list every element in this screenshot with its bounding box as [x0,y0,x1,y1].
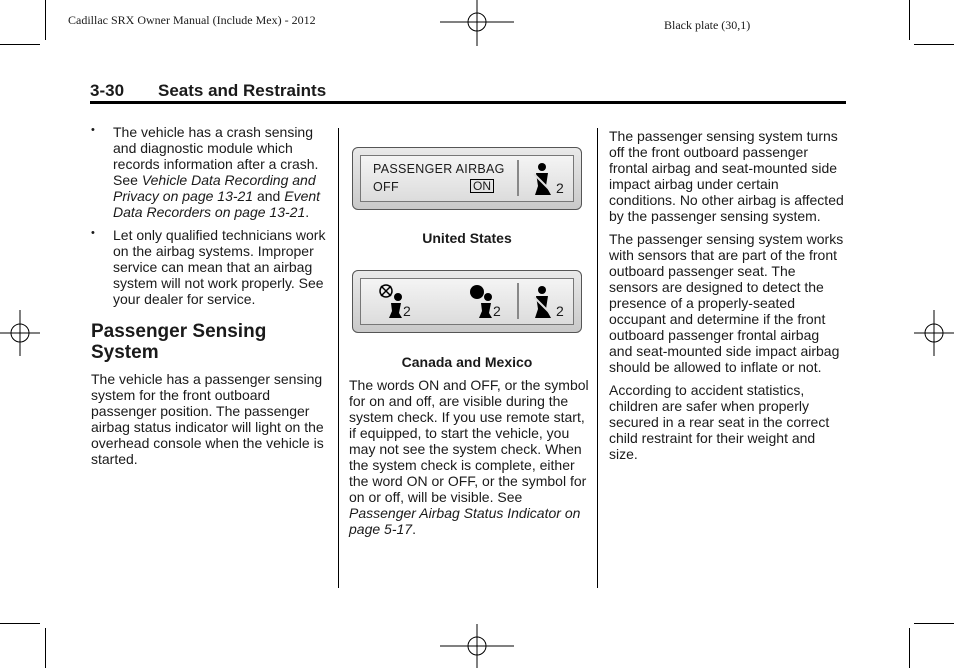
header-rule [90,101,846,104]
seat-number: 2 [493,303,502,319]
manual-title: Cadillac SRX Owner Manual (Include Mex) - 2012 [68,13,316,27]
bullet-text: Let only qualified technicians work on the airbag systems. Improper service can mean that an airbag system will not work properly. See your dealer for service. [113,227,326,307]
crop-mark [45,628,46,668]
body-paragraph: The passenger sensing system turns off the front outboard passenger frontal airbag and seat-mounted side impact airbag under certain conditions. No other airbag is affected by the passenger sensing system. [609,128,844,224]
seat-number: 2 [403,303,412,319]
cross-reference-link[interactable]: Passenger Airbag Status Indicator on page 5-17 [349,505,581,537]
column-divider [338,128,339,588]
bullet-text: The vehicle has a crash sensing and diagnostic module which records information after a crash. See [113,124,319,188]
registration-mark-icon [0,310,40,356]
cross-reference-link[interactable]: Event Data Recorders on page 13-21 [113,188,321,220]
bullet-text: and [253,188,285,204]
list-item [91,124,326,220]
bullet-icon: • [91,124,95,136]
left-column [91,124,326,474]
body-paragraph: According to accident statistics, children are safer when properly secured in a rear seat in the correct child restraint for their weight and size. [609,382,830,462]
crop-mark [909,628,910,668]
crop-mark [45,0,46,40]
figure-caption: United States [422,230,512,246]
off-label: OFF [373,180,399,194]
panel-separator [517,160,519,196]
list-item [91,227,326,307]
cross-reference-link[interactable]: Vehicle Data Recording and Privacy on page 13-21 [113,172,316,204]
crop-mark [914,623,954,624]
canada-airbag-indicator-panel [352,270,582,333]
on-label: ON [470,179,494,193]
crop-mark [0,623,40,624]
registration-mark-icon [440,0,514,46]
us-airbag-indicator-panel [352,147,582,210]
paragraph-text: The words ON and OFF, or the symbol for on and off, are visible during the system check. If you use remote start, if equipped, to start the vehicle, you may not see the system check. When the system check is complete, either the word ON or OFF, or the symbol for on or off, will be visible. See [349,377,589,505]
section-title: Seats and Restraints [158,81,327,100]
bullet-icon: • [91,227,95,239]
seat-number: 2 [556,303,565,319]
paragraph-text: . [412,521,416,537]
body-paragraph: The vehicle has a passenger sensing system for the front outboard passenger position. The passenger airbag status indicator will light on the overhead console when the vehicle is started. [91,371,324,467]
page-number: 3-30 [90,81,125,100]
right-column [609,128,845,469]
body-paragraph: The passenger sensing system works with sensors that are part of the front outboard passenger seat. The sensors are designed to detect the presence of a properly-seated occupant and determine if the front outboard passenger frontal airbag and seat-mounted side impact airbag should be allowed to inflate or not. [609,231,844,375]
subheading: Passenger Sensing System [91,321,267,363]
seatbelt-passenger-icon [531,285,553,319]
seatbelt-passenger-icon [531,162,553,196]
airbag-on-icon [465,283,495,319]
registration-mark-icon [914,310,954,356]
passenger-airbag-label: PASSENGER AIRBAG [373,162,505,176]
figure-caption: Canada and Mexico [401,354,533,370]
body-paragraph [349,377,589,537]
crop-mark [909,0,910,40]
panel-separator [517,283,519,319]
plate-label: Black plate (30,1) [664,18,751,32]
bullet-text: . [305,204,310,220]
crop-mark [0,44,40,45]
crop-mark [914,44,954,45]
middle-column-text [349,377,589,544]
registration-mark-icon [440,624,514,668]
seat-number: 2 [556,180,565,196]
airbag-off-icon [375,283,405,319]
column-divider [597,128,598,588]
